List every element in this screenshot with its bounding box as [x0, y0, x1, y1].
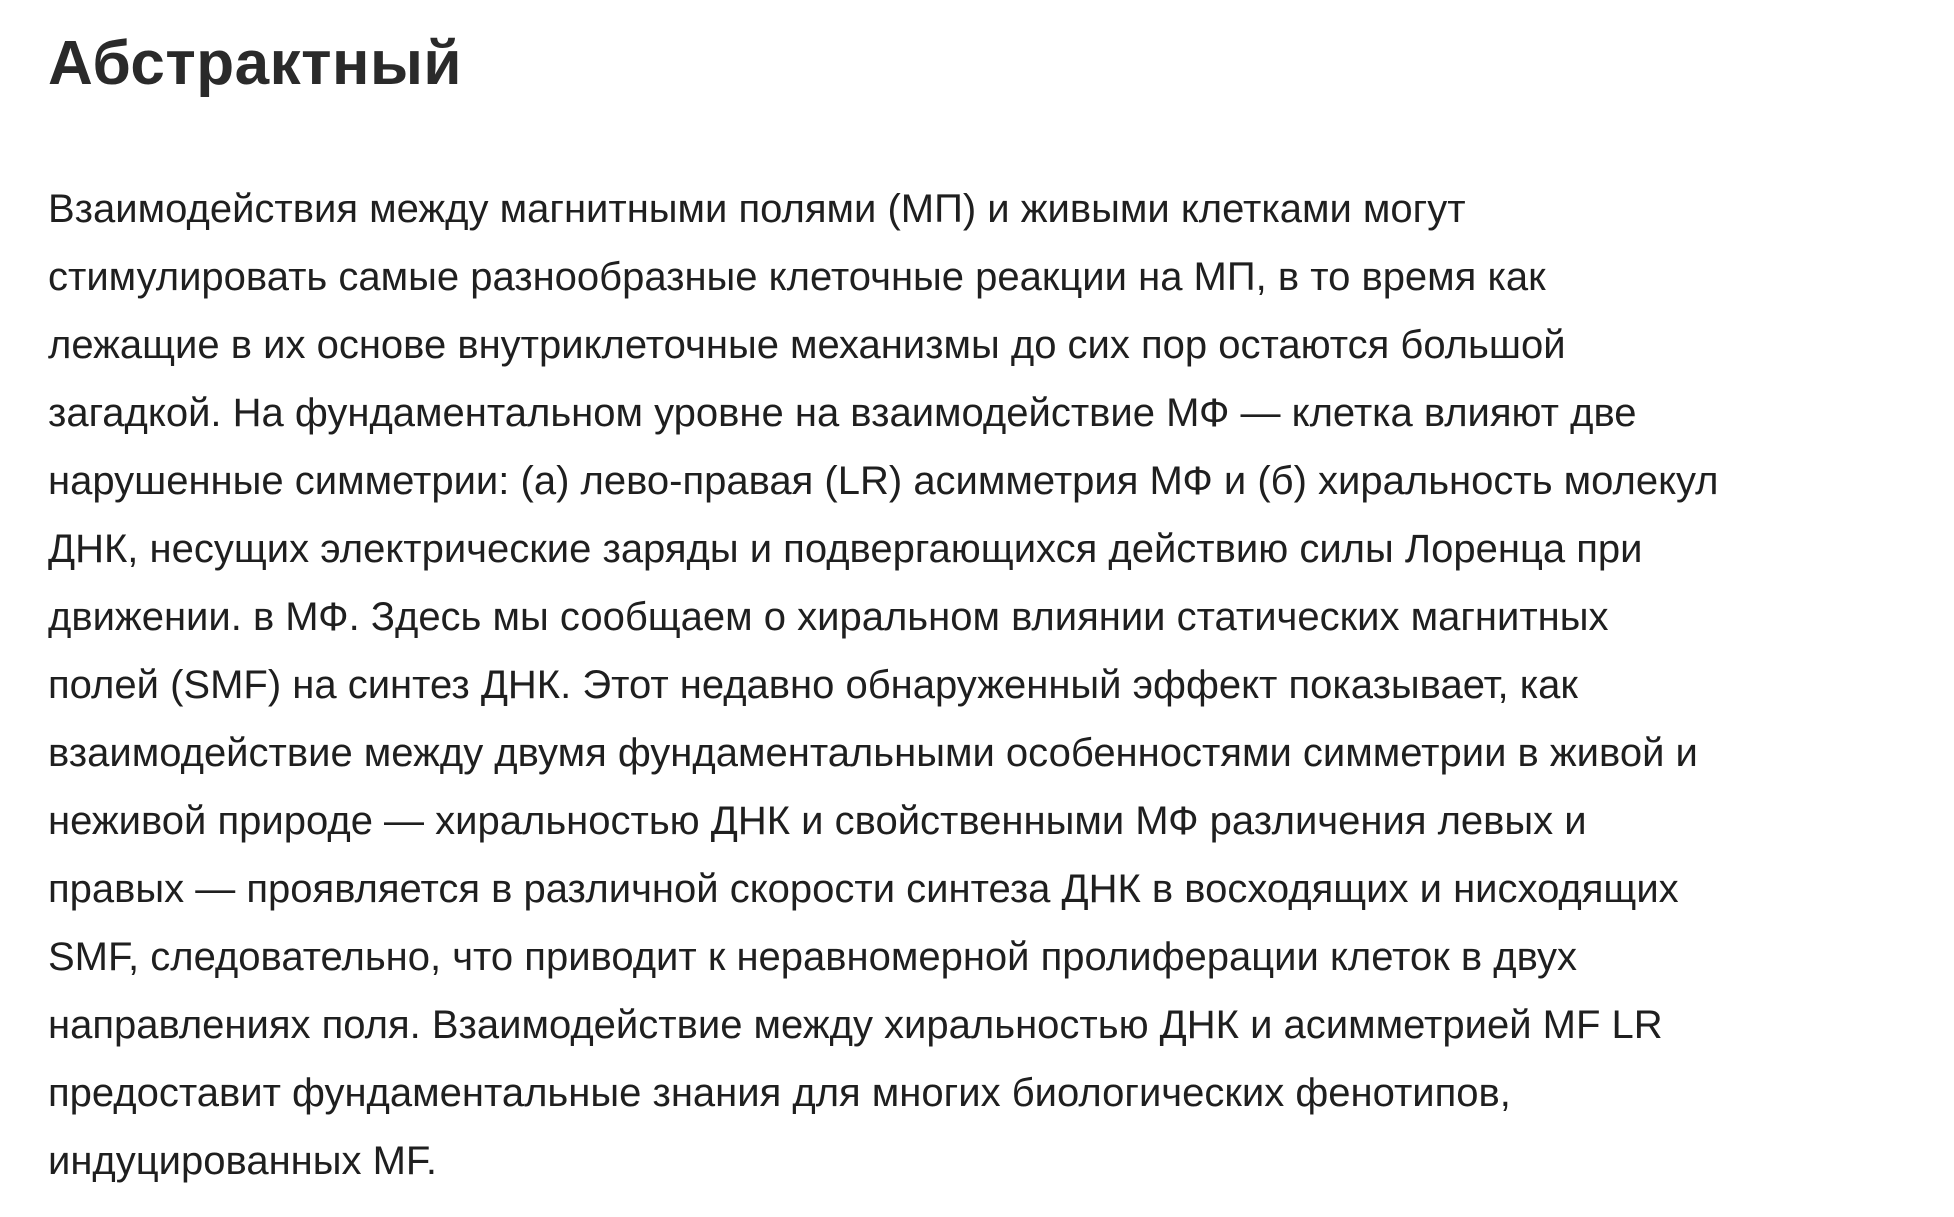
paragraph-line: нарушенные симметрии: (а) лево-правая (LR) асимметрия МФ и (б) хиральность молекул	[48, 459, 1719, 503]
abstract-heading: Абстрактный	[48, 29, 463, 98]
paragraph-line: ДНК, несущих электрические заряды и подвергающихся действию силы Лоренца при	[48, 527, 1643, 571]
paragraph-line: индуцированных MF.	[48, 1139, 438, 1183]
paragraph-line: неживой природе — хиральностью ДНК и свойственными МФ различения левых и	[48, 799, 1587, 843]
paragraph-line: взаимодействие между двумя фундаментальными особенностями симметрии в живой и	[48, 731, 1698, 775]
paragraph-line: лежащие в их основе внутриклеточные механизмы до сих пор остаются большой	[48, 323, 1566, 367]
abstract-section	[48, 18, 1928, 1195]
paragraph-line: направлениях поля. Взаимодействие между хиральностью ДНК и асимметрией MF LR	[48, 1003, 1663, 1047]
paragraph-line: предоставит фундаментальные знания для многих биологических фенотипов,	[48, 1071, 1511, 1115]
paragraph-line: движении. в МФ. Здесь мы сообщаем о хиральном влиянии статических магнитных	[48, 595, 1609, 639]
paragraph-line: SMF, следовательно, что приводит к неравномерной пролиферации клеток в двух	[48, 935, 1577, 979]
paragraph-line: загадкой. На фундаментальном уровне на взаимодействие МФ — клетка влияют две	[48, 391, 1637, 435]
abstract-paragraph	[48, 175, 1928, 1195]
paragraph-line: Взаимодействия между магнитными полями (МП) и живыми клетками могут	[48, 187, 1466, 231]
paragraph-line: правых — проявляется в различной скорости синтеза ДНК в восходящих и нисходящих	[48, 867, 1679, 911]
paragraph-line: стимулировать самые разнообразные клеточные реакции на МП, в то время как	[48, 255, 1546, 299]
paragraph-line: полей (SMF) на синтез ДНК. Этот недавно обнаруженный эффект показывает, как	[48, 663, 1578, 707]
